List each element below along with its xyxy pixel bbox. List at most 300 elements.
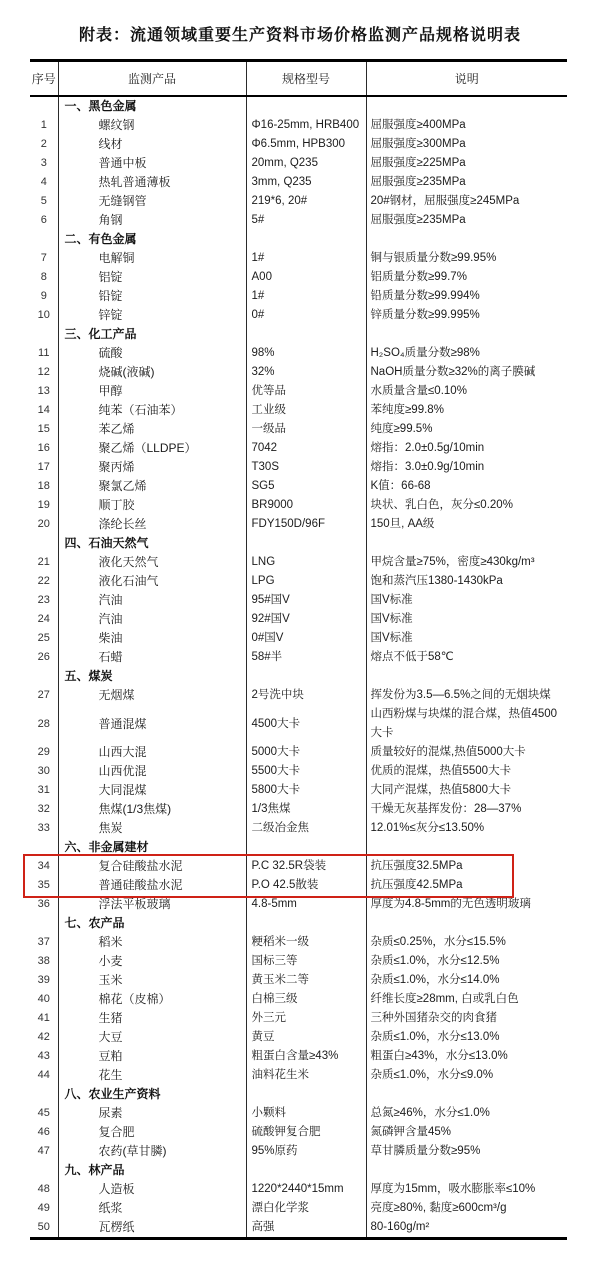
spec-cell [246,838,366,857]
desc-cell: 山西粉煤与块煤的混合煤，热值4500大卡 [370,708,558,739]
product-cell: 浮法平板玻璃 [58,895,246,914]
product-cell: 尿素 [58,1104,246,1123]
table-row [30,686,567,705]
spec-table [30,59,567,1240]
row-number-cell: 27 [30,686,58,705]
table-row [30,1180,567,1199]
desc-cell: 苯纯度≥99.8% [370,404,444,416]
product-cell: 聚氯乙烯 [58,477,246,496]
spec-cell: 粳稻米一级 [246,933,366,952]
spec-cell [246,1161,366,1180]
desc-cell: 草甘膦质量分数≥95% [370,1145,481,1157]
table-row [30,971,567,990]
table-row [30,895,567,914]
spec-cell: FDY150D/96F [246,515,366,534]
row-number-cell: 18 [30,477,58,496]
spec-cell: 58#半 [246,648,366,667]
product-cell: 石蜡 [58,648,246,667]
section-row [30,96,567,116]
desc-cell: 杂质≤1.0%，水分≤13.0% [370,1031,500,1043]
table-row [30,553,567,572]
row-number-cell: 37 [30,933,58,952]
product-cell: 豆粕 [58,1047,246,1066]
table-row [30,648,567,667]
spec-cell [246,230,366,249]
desc-cell: 国V标准 [370,594,413,606]
desc-cell [366,1085,567,1104]
desc-cell: 国V标准 [370,632,413,644]
table-row [30,952,567,971]
desc-cell: 国V标准 [370,613,413,625]
desc-cell [366,1161,567,1180]
product-cell: 角钢 [58,211,246,230]
table-row [30,268,567,287]
product-cell: 普通硅酸盐水泥 [58,876,246,895]
spec-cell: LPG [246,572,366,591]
row-number-cell: 26 [30,648,58,667]
row-number-cell: 22 [30,572,58,591]
product-cell: 六、非金属建材 [58,838,246,857]
table-row [30,1047,567,1066]
row-number-cell: 10 [30,306,58,325]
table-row [30,1199,567,1218]
table-row [30,1104,567,1123]
product-cell: 花生 [58,1066,246,1085]
row-number-cell: 35 [30,876,58,895]
product-cell: 焦煤(1/3焦煤) [58,800,246,819]
spec-cell: SG5 [246,477,366,496]
table-row [30,857,567,876]
spec-cell: 白棉三级 [246,990,366,1009]
row-number-cell: 7 [30,249,58,268]
table-row [30,762,567,781]
product-cell: 无缝钢管 [58,192,246,211]
desc-cell: 氮磷钾含量45% [370,1126,452,1138]
table-row [30,420,567,439]
spec-cell: P.O 42.5散装 [246,876,366,895]
product-cell: 纸浆 [58,1199,246,1218]
page-title: 附表：流通领域重要生产资料市场价格监测产品规格说明表 [78,27,521,44]
row-number-cell [30,325,58,344]
spec-cell: 4500大卡 [246,705,366,743]
desc-cell: 厚度为15mm，吸水膨胀率≤10% [370,1183,536,1195]
row-number-cell: 1 [30,116,58,135]
desc-cell: 甲烷含量≥75%，密度≥430kg/m³ [370,556,535,568]
desc-cell: 150旦, AA级 [370,518,435,530]
table-body [30,96,567,1239]
row-number-cell: 36 [30,895,58,914]
row-number-cell: 5 [30,192,58,211]
table-row [30,705,567,743]
table-row [30,876,567,895]
desc-cell: 厚度为4.8-5mm的无色透明玻璃 [370,898,531,910]
table-row [30,1066,567,1085]
product-cell: 大豆 [58,1028,246,1047]
product-cell: 涤纶长丝 [58,515,246,534]
spec-cell: 1/3焦煤 [246,800,366,819]
desc-cell: 屈服强度≥235MPa [370,214,466,226]
row-number-cell [30,534,58,553]
desc-cell: 抗压强度32.5MPa [370,860,463,872]
desc-cell: 抗压强度42.5MPa [370,879,463,891]
desc-cell [366,838,567,857]
desc-cell: 杂质≤1.0%，水分≤9.0% [370,1069,494,1081]
table-row [30,629,567,648]
row-number-cell: 3 [30,154,58,173]
table-row [30,1218,567,1239]
table-row [30,382,567,401]
desc-cell: 屈服强度≥225MPa [370,157,466,169]
spec-cell: 粗蛋白含量≥43% [246,1047,366,1066]
spec-cell: P.C 32.5R袋装 [246,857,366,876]
spec-cell: 硫酸钾复合肥 [246,1123,366,1142]
product-cell: 硫酸 [58,344,246,363]
row-number-cell [30,667,58,686]
row-number-cell [30,1085,58,1104]
table-row [30,154,567,173]
spec-cell: 一级品 [246,420,366,439]
desc-cell: 屈服强度≥235MPa [370,176,466,188]
row-number-cell: 41 [30,1009,58,1028]
desc-cell: 饱和蒸汽压1380-1430kPa [370,575,503,587]
section-row [30,325,567,344]
row-number-cell: 29 [30,743,58,762]
product-cell: 电解铜 [58,249,246,268]
table-row [30,819,567,838]
table-row [30,439,567,458]
table-row [30,192,567,211]
section-row [30,230,567,249]
product-cell: 铝锭 [58,268,246,287]
row-number-cell: 31 [30,781,58,800]
table-row [30,401,567,420]
product-cell: 稻米 [58,933,246,952]
table-row [30,990,567,1009]
product-cell: 液化石油气 [58,572,246,591]
desc-cell: 熔指：2.0±0.5g/10min [370,442,485,454]
table-row [30,1142,567,1161]
desc-cell: 熔点不低于58℃ [370,651,454,663]
desc-cell [366,96,567,116]
row-number-cell: 44 [30,1066,58,1085]
spec-cell: 98% [246,344,366,363]
product-cell: 汽油 [58,610,246,629]
spec-cell [246,914,366,933]
table-row [30,116,567,135]
product-cell: 纯苯（石油苯） [58,401,246,420]
desc-cell: K值：66-68 [370,480,431,492]
product-cell: 顺丁胶 [58,496,246,515]
product-cell: 复合肥 [58,1123,246,1142]
table-row [30,496,567,515]
row-number-cell: 20 [30,515,58,534]
spec-cell: 2号洗中块 [246,686,366,705]
product-cell: 大同混煤 [58,781,246,800]
product-cell: 玉米 [58,971,246,990]
desc-cell: 20#钢材，屈服强度≥245MPa [370,195,520,207]
product-cell: 聚乙烯（LLDPE） [58,439,246,458]
spec-cell: 7042 [246,439,366,458]
row-number-cell: 33 [30,819,58,838]
row-number-cell: 15 [30,420,58,439]
desc-cell: 纤维长度≥28mm, 白或乳白色 [370,993,519,1005]
spec-cell [246,667,366,686]
desc-cell [366,667,567,686]
table-row [30,173,567,192]
spec-cell: 95%原药 [246,1142,366,1161]
spec-cell: 油料花生米 [246,1066,366,1085]
table-row [30,933,567,952]
spec-cell: 黄豆 [246,1028,366,1047]
product-cell: 热轧普通薄板 [58,173,246,192]
row-number-cell [30,230,58,249]
product-cell: 生猪 [58,1009,246,1028]
section-row [30,1085,567,1104]
row-number-cell: 23 [30,591,58,610]
row-number-cell: 38 [30,952,58,971]
row-number-cell: 28 [30,705,58,743]
spec-cell: A00 [246,268,366,287]
desc-cell: 总氮≥46%，水分≤1.0% [370,1107,490,1119]
desc-cell: 杂质≤0.25%，水分≤15.5% [370,936,506,948]
table-row [30,344,567,363]
spec-cell [246,1085,366,1104]
table-wrapper [30,59,567,1240]
spec-cell: 小颗料 [246,1104,366,1123]
desc-cell: 大同产混煤，热值5800大卡 [370,784,512,796]
table-row [30,610,567,629]
product-cell: 小麦 [58,952,246,971]
table-row [30,572,567,591]
desc-cell: 质量较好的混煤,热值5000大卡 [370,746,526,758]
product-cell: 铅锭 [58,287,246,306]
spec-cell: 黄玉米二等 [246,971,366,990]
product-cell: 复合硅酸盐水泥 [58,857,246,876]
product-cell: 三、化工产品 [58,325,246,344]
table-row [30,800,567,819]
row-number-cell: 49 [30,1199,58,1218]
spec-cell: 工业级 [246,401,366,420]
section-row [30,838,567,857]
spec-cell: 3mm, Q235 [246,173,366,192]
row-number-cell: 8 [30,268,58,287]
product-cell: 烧碱(液碱) [58,363,246,382]
row-number-cell: 30 [30,762,58,781]
desc-cell: 铝质量分数≥99.7% [370,271,467,283]
spec-cell [246,325,366,344]
spec-cell [246,534,366,553]
desc-cell: 亮度≥80%, 黏度≥600cm³/g [370,1202,507,1214]
spec-cell: 二级冶金焦 [246,819,366,838]
product-cell: 锌锭 [58,306,246,325]
spec-cell: Φ6.5mm, HPB300 [246,135,366,154]
spec-cell: 5800大卡 [246,781,366,800]
spec-cell: 95#国V [246,591,366,610]
spec-cell: 外三元 [246,1009,366,1028]
desc-cell: 铜与银质量分数≥99.95% [370,252,497,264]
header-description: 说明 [366,61,567,97]
table-row [30,363,567,382]
product-cell: 无烟煤 [58,686,246,705]
spec-cell: 5500大卡 [246,762,366,781]
spec-cell: 0#国V [246,629,366,648]
header-monitored-product: 监测产品 [58,61,246,97]
row-number-cell: 14 [30,401,58,420]
product-cell: 一、黑色金属 [58,96,246,116]
section-row [30,1161,567,1180]
product-cell: 螺纹钢 [58,116,246,135]
desc-cell: 屈服强度≥300MPa [370,138,466,150]
table-row [30,306,567,325]
product-cell: 八、农业生产资料 [58,1085,246,1104]
desc-cell: H₂SO₄质量分数≥98% [370,347,480,359]
row-number-cell [30,1161,58,1180]
desc-cell: 熔指：3.0±0.9g/10min [370,461,485,473]
row-number-cell: 39 [30,971,58,990]
product-cell: 焦炭 [58,819,246,838]
row-number-cell: 16 [30,439,58,458]
product-cell: 汽油 [58,591,246,610]
product-cell: 甲醇 [58,382,246,401]
row-number-cell: 11 [30,344,58,363]
table-row [30,287,567,306]
product-cell: 五、煤炭 [58,667,246,686]
header-row [30,61,567,97]
spec-cell: 219*6, 20# [246,192,366,211]
row-number-cell: 17 [30,458,58,477]
row-number-cell: 45 [30,1104,58,1123]
spec-cell: 92#国V [246,610,366,629]
spec-cell: 4.8-5mm [246,895,366,914]
table-row [30,211,567,230]
row-number-cell: 25 [30,629,58,648]
product-cell: 棉花（皮棉） [58,990,246,1009]
table-row [30,249,567,268]
desc-cell: 三种外国猪杂交的肉食猪 [370,1012,497,1024]
desc-cell: 杂质≤1.0%，水分≤14.0% [370,974,500,986]
table-row [30,1123,567,1142]
product-cell: 液化天然气 [58,553,246,572]
desc-cell: 挥发份为3.5—6.5%之间的无烟块煤 [370,689,551,701]
spec-cell: 1# [246,287,366,306]
desc-cell: 屈服强度≥400MPa [370,119,466,131]
row-number-cell: 9 [30,287,58,306]
spec-cell: T30S [246,458,366,477]
row-number-cell: 32 [30,800,58,819]
spec-cell: 5000大卡 [246,743,366,762]
product-cell: 四、石油天然气 [58,534,246,553]
spec-cell: 漂白化学浆 [246,1199,366,1218]
desc-cell: 铅质量分数≥99.994% [370,290,480,302]
product-cell: 普通中板 [58,154,246,173]
product-cell: 七、农产品 [58,914,246,933]
row-number-cell: 21 [30,553,58,572]
table-row [30,743,567,762]
product-cell: 农药(草甘膦) [58,1142,246,1161]
desc-cell [366,230,567,249]
row-number-cell: 40 [30,990,58,1009]
desc-cell: 水质量含量≤0.10% [370,385,467,397]
desc-cell: NaOH质量分数≥32%的离子膜碱 [370,366,536,378]
desc-cell [366,914,567,933]
desc-cell: 纯度≥99.5% [370,423,433,435]
spec-cell: 0# [246,306,366,325]
header-spec-model: 规格型号 [246,61,366,97]
spec-cell: Φ16-25mm, HRB400 [246,116,366,135]
product-cell: 普通混煤 [58,705,246,743]
product-cell: 九、林产品 [58,1161,246,1180]
row-number-cell: 19 [30,496,58,515]
product-cell: 聚丙烯 [58,458,246,477]
row-number-cell: 47 [30,1142,58,1161]
row-number-cell [30,96,58,116]
desc-cell: 粗蛋白≥43%，水分≤13.0% [370,1050,508,1062]
table-row [30,477,567,496]
product-cell: 瓦楞纸 [58,1218,246,1239]
section-row [30,667,567,686]
desc-cell: 块状、乳白色，灰分≤0.20% [370,499,513,511]
desc-cell: 80-160g/m² [370,1221,430,1233]
section-row [30,534,567,553]
row-number-cell: 13 [30,382,58,401]
row-number-cell: 34 [30,857,58,876]
desc-cell: 锌质量分数≥99.995% [370,309,480,321]
spec-cell: BR9000 [246,496,366,515]
row-number-cell: 43 [30,1047,58,1066]
spec-cell: 5# [246,211,366,230]
table-row [30,1009,567,1028]
row-number-cell [30,914,58,933]
spec-cell: LNG [246,553,366,572]
spec-cell: 1# [246,249,366,268]
product-cell: 山西大混 [58,743,246,762]
table-row [30,591,567,610]
row-number-cell: 24 [30,610,58,629]
spec-cell [246,96,366,116]
desc-cell [366,325,567,344]
product-cell: 柴油 [58,629,246,648]
product-cell: 二、有色金属 [58,230,246,249]
row-number-cell: 42 [30,1028,58,1047]
row-number-cell: 6 [30,211,58,230]
row-number-cell: 4 [30,173,58,192]
desc-cell: 优质的混煤，热值5500大卡 [370,765,512,777]
spec-cell: 优等品 [246,382,366,401]
row-number-cell: 2 [30,135,58,154]
product-cell: 苯乙烯 [58,420,246,439]
desc-cell: 杂质≤1.0%，水分≤12.5% [370,955,500,967]
row-number-cell: 46 [30,1123,58,1142]
product-cell: 线材 [58,135,246,154]
table-row [30,135,567,154]
row-number-cell: 50 [30,1218,58,1239]
row-number-cell: 12 [30,363,58,382]
product-cell: 山西优混 [58,762,246,781]
spec-cell: 国标三等 [246,952,366,971]
row-number-cell [30,838,58,857]
table-row [30,781,567,800]
row-number-cell: 48 [30,1180,58,1199]
spec-cell: 1220*2440*15mm [246,1180,366,1199]
desc-cell: 12.01%≤灰分≤13.50% [370,822,485,834]
spec-cell: 高强 [246,1218,366,1239]
desc-cell: 干燥无灰基挥发份：28—37% [370,803,522,815]
spec-cell: 32% [246,363,366,382]
table-row [30,458,567,477]
section-row [30,914,567,933]
product-cell: 人造板 [58,1180,246,1199]
table-row [30,515,567,534]
